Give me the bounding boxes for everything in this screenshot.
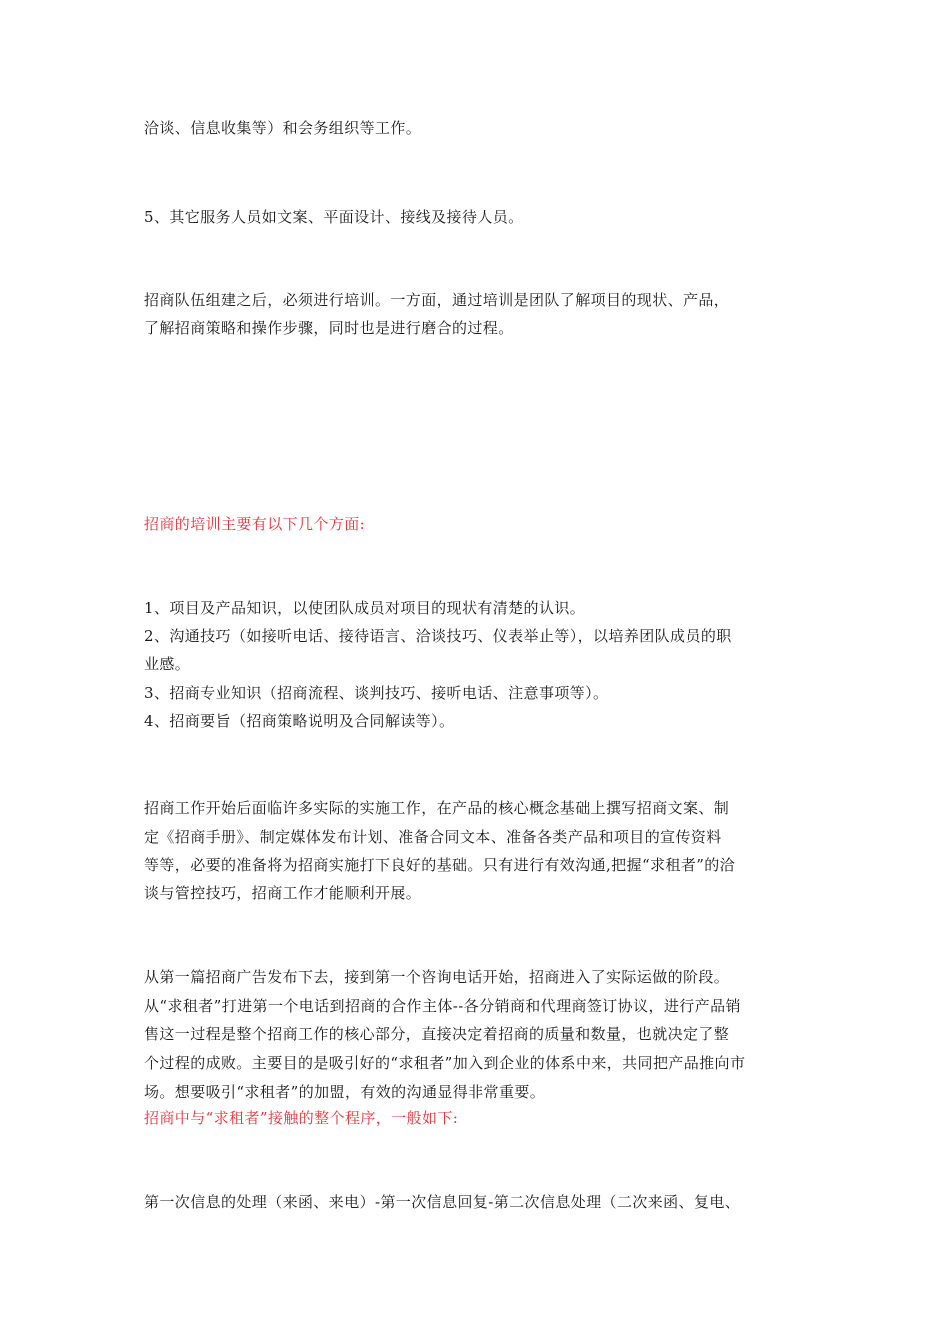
paragraph-line: 定《招商手册》、制定媒体发布计划、准备合同文本、准备各类产品和项目的宣传资料: [144, 828, 722, 846]
paragraph-line: 谈与管控技巧，招商工作才能顺利开展。: [144, 884, 422, 902]
list-item: 2、沟通技巧（如接听电话、接待语言、洽谈技巧、仪表举止等），以培养团队成员的职: [144, 627, 732, 645]
list-item: 3、招商专业知识（招商流程、谈判技巧、接听电话、注意事项等）。: [144, 684, 609, 702]
paragraph-line: 了解招商策略和操作步骤，同时也是进行磨合的过程。: [144, 319, 514, 337]
paragraph-line: 个过程的成败。主要目的是吸引好的“求租者”加入到企业的体系中来，共同把产品推向市: [144, 1054, 746, 1072]
section-heading: 招商的培训主要有以下几个方面:: [144, 515, 366, 533]
paragraph-text: 5、其它服务人员如文案、平面设计、接线及接待人员。: [144, 208, 524, 226]
paragraph-line: 招商队伍组建之后，必须进行培训。一方面，通过培训是团队了解项目的现状、产品，: [144, 291, 730, 309]
list-item: 业感。: [144, 655, 191, 673]
paragraph-line: 等等，必要的准备将为招商实施打下良好的基础。只有进行有效沟通,把握“求租者”的洽: [144, 856, 736, 874]
paragraph-line: 售这一过程是整个招商工作的核心部分，直接决定着招商的质量和数量，也就决定了整: [144, 1025, 730, 1043]
paragraph-line: 从“求租者”打进第一个电话到招商的合作主体--各分销商和代理商签订协议，进行产品销: [144, 997, 741, 1015]
paragraph-text: 洽谈、信息收集等）和会务组织等工作。: [144, 119, 422, 137]
section-heading: 招商中与“求租者”接触的整个程序，一般如下:: [144, 1109, 459, 1127]
paragraph-line: 招商工作开始后面临许多实际的实施工作，在产品的核心概念基础上撰写招商文案、制: [144, 799, 730, 817]
paragraph-text: 第一次信息的处理（来函、来电）-第一次信息回复-第二次信息处理（二次来函、复电、: [144, 1193, 741, 1211]
list-item: 4、招商要旨（招商策略说明及合同解读等）。: [144, 712, 455, 730]
paragraph-line: 从第一篇招商广告发布下去，接到第一个咨询电话开始，招商进入了实际运做的阶段。: [144, 968, 730, 986]
paragraph-line: 场。想要吸引“求租者”的加盟，有效的沟通显得非常重要。: [144, 1083, 546, 1101]
list-item: 1、项目及产品知识，以使团队成员对项目的现状有清楚的认识。: [144, 599, 586, 617]
